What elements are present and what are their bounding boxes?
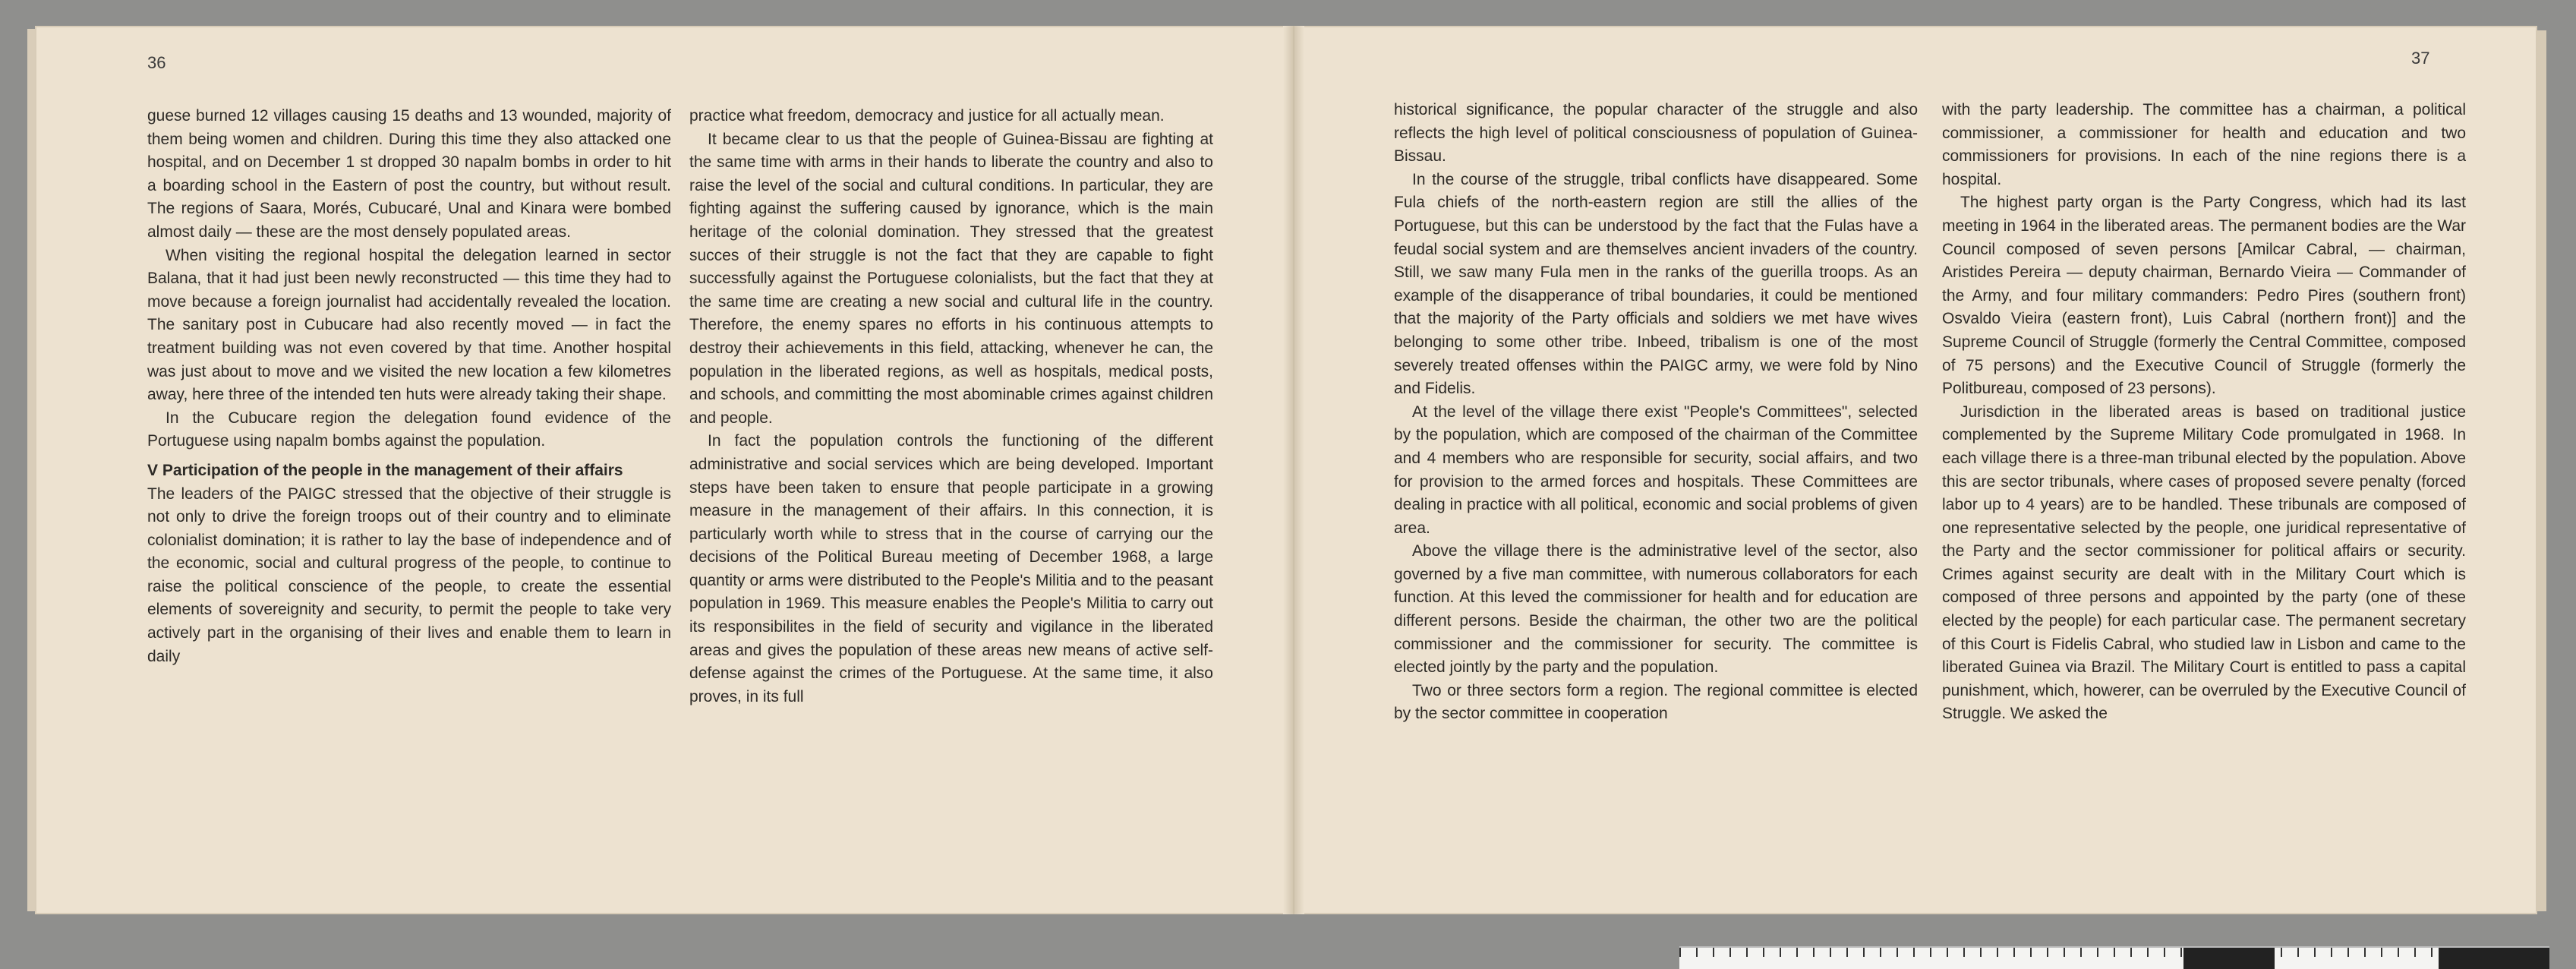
paragraph: Two or three sectors form a region. The regional committee is elected by the sector committee in cooperation <box>1394 681 1918 723</box>
paragraph: In the Cubucare region the delegation found evidence of the Portuguese using napalm bombs against the population. <box>147 409 671 450</box>
scale-ruler <box>1679 946 2549 969</box>
paragraph: practice what freedom, democracy and justice for all actually mean. <box>689 107 1165 125</box>
paragraph: The highest party organ is the Party Congress, which had its last meeting in 1964 in the liberated areas. The permanent bodies are the War Council composed of seven persons [Amilcar Cabral, — chairman, Aristides Pereira — deputy chairman, Bernardo Vieira — Commander of the Army, and four military commanders: Pedro Pires (southern front) Osvaldo Vieira (eastern front), Luis Cabral (northern front)] and the Supreme Council of Struggle (formerly the Central Committee, composed of 75 persons) and the Executive Council of Struggle (formerly the Politbureau, composed of 23 persons). <box>1942 194 2466 398</box>
paragraph: It became clear to us that the people of Guinea-Bissau are fighting at the same time with arms in their hands to liberate the country and also to raise the level of the social and cultural conditions. In particular, they are fighting against the suffering caused by ignorance, which is the main heritage of the colonial domination. They stressed that the greatest succes of their struggle is not the fact that they are capable to fight successfully against the Portuguese colonialists, but the fact that they at the same time are creating a new social and cultural life in the country. Therefore, the enemy spares no efforts in his continuous attempts to destroy their achievements in this field, attacking, whenever he can, the population in the liberated regions, as well as hospitals, medical posts, and schools, and committing the most abominable crimes against children and people. <box>689 130 1213 427</box>
paragraph: When visiting the regional hospital the delegation learned in sector Balana, that it had just been newly reconstructed — this time they had to move because a foreign journalist had accidentally revealed the location. The sanitary post in Cubucare had also recently moved — in fact the treatment building was not even covered by that time. Another hospital was just about to move and we visited the new location a few kilometres away, here three of the intended ten huts were already taking their shape. <box>147 246 671 404</box>
paragraph: Jurisdiction in the liberated areas is based on traditional justice complemented by the Supreme Military Code promulgated in 1968. In each village there is a three-man tribunal elected by the population. Above this are sector tribunals, where cases of proposed severe penalty (forced labor up to 4 years) are to be handled. These tribunals are composed of one representative selected by the people, one juridical representative of the Party and the sector commissioner for political affairs or security. Crimes against security are dealt with in the Military Court which is composed of three persons and appointed by the party (one of these elected by the people) for each particular case. The permanent secretary of this Court is Fidelis Cabral, who studied law in Lisbon and came to the liberated Guinea via Brazil. The Military Court is entitled to pass a capital punishment, which, howerer, can be overruled by the Executive Council of Struggle. We asked the <box>1942 402 2466 723</box>
left-page-column-1 <box>147 105 671 668</box>
left-page-column-2 <box>689 105 1213 709</box>
paragraph: In fact the population controls the functioning of the different administrative and social services which are being developed. Important steps have been taken to ensure that people participate in a growing measure in the management of their affairs. In this connection, it is particularly worth while to stress that in the course of carrying our the decisions of the Political Bureau meeting of December 1968, a large quantity or arms were distributed to the People's Militia and to the peasant population in 1969. This measure enables the People's Militia to carry out its responsibilites in the field of security and vigilance in the liberated areas and gives the population of these areas new means of active self-defense against the crimes of the Portuguese. At the same time, it also proves, in its full <box>689 432 1213 705</box>
page-number: 36 <box>147 53 166 72</box>
paragraph: historical significance, the popular character of the struggle and also reflects the high level of political consciousness of population of Guinea-Bissau. <box>1394 101 1918 166</box>
paragraph: At the level of the village there exist "People's Committees", selected by the population, which are composed of the chairman of the Committee and 4 members who are responsible for security, social affairs, and two for provision to the armed forces and hospitals. These Committees are dealing in practice with all political, economic and social problems of given area. <box>1394 402 1918 537</box>
paragraph: In the course of the struggle, tribal conflicts have disappeared. Some Fula chiefs of the north-eastern region are still the allies of the Portuguese, but this can be understood by the fact that the Fulas have a feudal social system and are themselves ancient invaders of the country. Still, we saw many Fula men in the ranks of the guerilla troops. As an example of the disapperance of tribal boundaries, it could be mentioned that the majority of the Party officials and soldiers we met have wives belonging to some other tribe. Inbeed, tribalism is one of the most severely treated offenses within the PAIGC army, we were fold by Nino and Fidelis. <box>1394 170 1918 398</box>
ruler-block <box>2183 948 2275 969</box>
paragraph: The leaders of the PAIGC stressed that the objective of their struggle is not only to drive the foreign troops out of their country and to eliminate colonialist domination; it is rather to lay the base of independence and of the economic, social and cultural progress of the people, to continue to raise the political conscience of the people, to create the essential elements of sovereignity and security, to permit the people to take very actively part in the organising of their lives and enable them to learn in daily <box>147 485 671 665</box>
right-page-column-2 <box>1942 99 2466 726</box>
right-page-edge <box>2536 30 2546 911</box>
page-number: 37 <box>2411 49 2430 68</box>
paragraph: guese burned 12 villages causing 15 deaths and 13 wounded, majority of them being women and children. During this time they also attacked one hospital, and on December 1 st dropped 30 napalm bombs in order to hit a boarding school in the Eastern of post the country, but without result. The regions of Saara, Morés, Cubucaré, Unal and Kinara were bombed almost daily — these are the most densely populated areas. <box>147 107 671 241</box>
left-page <box>35 26 1292 914</box>
ruler-block <box>2439 948 2549 969</box>
section-heading: V Participation of the people in the management of their affairs <box>147 461 623 479</box>
paragraph: Above the village there is the administrative level of the sector, also governed by a five man committee, with numerous collaborators for each function. At this leved the commissioner for health and for education are different persons. Beside the chairman, the other two are the political commissioner and the commissioner for security. The committee is elected jointly by the party and the population. <box>1394 542 1918 677</box>
right-page <box>1294 26 2537 914</box>
book-gutter <box>1283 26 1304 914</box>
right-page-column-1 <box>1394 99 1918 726</box>
paragraph: with the party leadership. The committee has a chairman, a political commissioner, a commissioner for health and education and two commissioners for provisions. In each of the nine regions there is a hospital. <box>1942 101 2466 188</box>
